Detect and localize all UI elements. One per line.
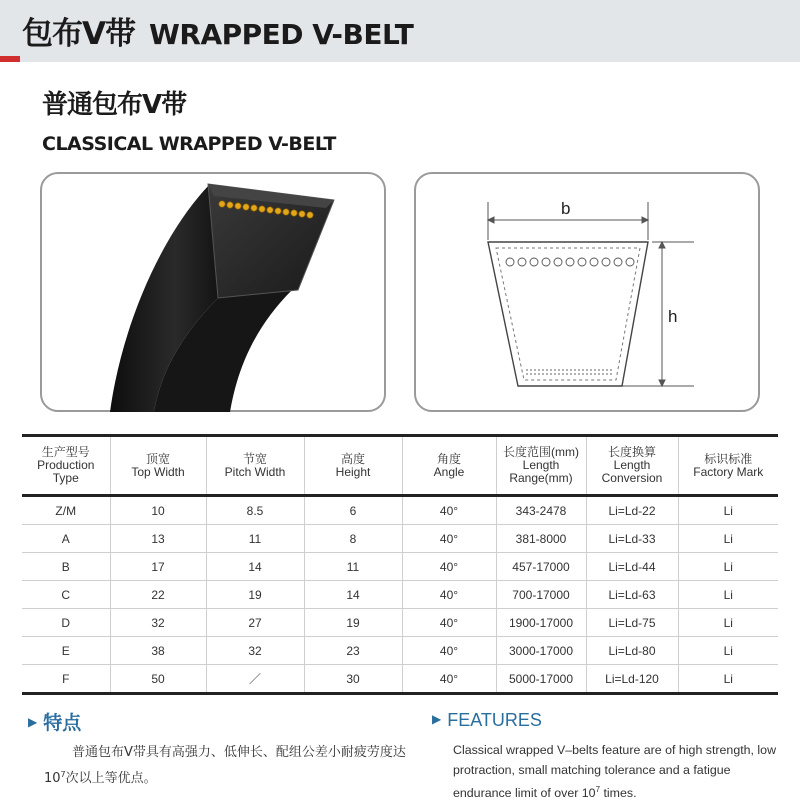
page-title-cn: 包布V带 [22,16,135,52]
header-pitch-width: 节宽 Pitch Width [206,436,304,496]
cross-section-diagram [416,174,762,414]
cell-factory-mark: Li [678,665,778,694]
page-title-en: WRAPPED V-BELT [149,18,414,51]
table-row [22,525,778,553]
cell-angle: 40° [402,496,496,525]
header-accent-stripe [0,56,20,62]
cell-pitch-width: 8.5 [206,496,304,525]
cell-top-width: 10 [110,496,206,525]
cell-factory-mark: Li [678,637,778,665]
cell-length-range: 3000-17000 [496,637,586,665]
cell-angle: 40° [402,581,496,609]
table-row [22,581,778,609]
cell-pitch-width: 14 [206,553,304,581]
product-title-en: CLASSICAL WRAPPED V-BELT [42,133,336,155]
cell-type: F [62,671,70,686]
cell-angle: 40° [402,637,496,665]
cell-length-conversion: Li=Ld-44 [586,553,678,581]
cell-height: 30 [304,665,402,694]
cell-angle: 40° [402,553,496,581]
header-length-range: 长度范围(mm) Length Range(mm) [496,436,586,496]
cell-top-width: 38 [110,637,206,665]
cell-type: B [22,553,110,581]
diagram-label-b: b [561,199,571,218]
table-row [22,609,778,637]
table-row [22,665,778,694]
cell-top-width: 22 [110,581,206,609]
diagram-label-h: h [668,307,678,326]
belt-image [42,174,388,414]
header-angle: 角度 Angle [402,436,496,496]
cell-angle: 40° [402,525,496,553]
cell-factory-mark: Li [678,553,778,581]
cell-length-range: 1900-17000 [496,609,586,637]
cell-type: Z/M [22,496,110,525]
cell-pitch-width: ／ [206,665,304,694]
cell-length-range: 5000-17000 [496,665,586,694]
cell-factory-mark: Li [678,525,778,553]
cell-type: C [22,581,110,609]
product-title-cn: 普通包布V带 [42,90,187,120]
cell-length-range: 381-8000 [496,525,586,553]
cell-top-width: 13 [110,525,206,553]
cell-pitch-width: 32 [206,637,304,665]
cell-length-range: 700-17000 [496,581,586,609]
table-row [22,496,778,525]
cell-height: 23 [304,637,402,665]
cell-length-conversion: Li=Ld-80 [586,637,678,665]
cell-length-conversion: Li=Ld-22 [586,496,678,525]
cell-height: 11 [304,553,402,581]
cell-angle: 40° [402,665,496,694]
features-en-heading: ▶ FEATURES [432,710,542,730]
cell-top-width: 32 [110,609,206,637]
cell-type: D [22,609,110,637]
cell-factory-mark: Li [678,581,778,609]
features-cn-text: 普通包布V带具有高强力、低伸长、配组公差小耐疲劳度达$10^7$次以上等优点。 [44,745,406,786]
cross-section-diagram-panel [414,172,760,412]
page-title [22,8,413,53]
cell-pitch-width: 19 [206,581,304,609]
cell-angle: 40° [402,609,496,637]
cell-length-conversion: Li=Ld-120 [586,665,678,694]
specification-table [22,434,778,695]
cell-factory-mark: Li [678,609,778,637]
cell-length-conversion: Li=Ld-63 [586,581,678,609]
header-production-type: 生产型号 Production Type [22,436,110,496]
trapezoid-outline [488,242,648,386]
triangle-bullet-icon: ▶ [28,715,38,729]
header-height: 高度 Height [304,436,402,496]
trapezoid-inner-dashes [496,248,640,380]
cell-height: 14 [304,581,402,609]
table-row [22,637,778,665]
header-factory-mark: 标识标准 Factory Mark [678,436,778,496]
cell-factory-mark: Li [678,496,778,525]
cell-type: E [22,637,110,665]
cord-row [506,258,634,266]
cell-length-range: 343-2478 [496,496,586,525]
cell-top-width: 17 [110,553,206,581]
table-row [22,553,778,581]
cell-pitch-width: 11 [206,525,304,553]
cell-height: 6 [304,496,402,525]
cell-height: 8 [304,525,402,553]
cell-length-range: 457-17000 [496,553,586,581]
header-length-conversion: 长度换算 Length Conversion [586,436,678,496]
features-en-text: Classical wrapped V–belts feature are of high strength, low protraction, small matching tolerance and a fatigue endurance limit of over $10^7$ times. [453,743,777,800]
triangle-bullet-icon: ▶ [432,712,442,726]
belt-photo-panel [40,172,386,412]
features-cn-heading: ▶ 特点 [28,712,82,734]
table-header-row [22,436,778,496]
cell-length-conversion: Li=Ld-33 [586,525,678,553]
cell-type: A [22,525,110,553]
cell-length-conversion: Li=Ld-75 [586,609,678,637]
cell-pitch-width: 27 [206,609,304,637]
header-top-width: 顶宽 Top Width [110,436,206,496]
cell-top-width: 50 [110,665,206,694]
cell-height: 19 [304,609,402,637]
